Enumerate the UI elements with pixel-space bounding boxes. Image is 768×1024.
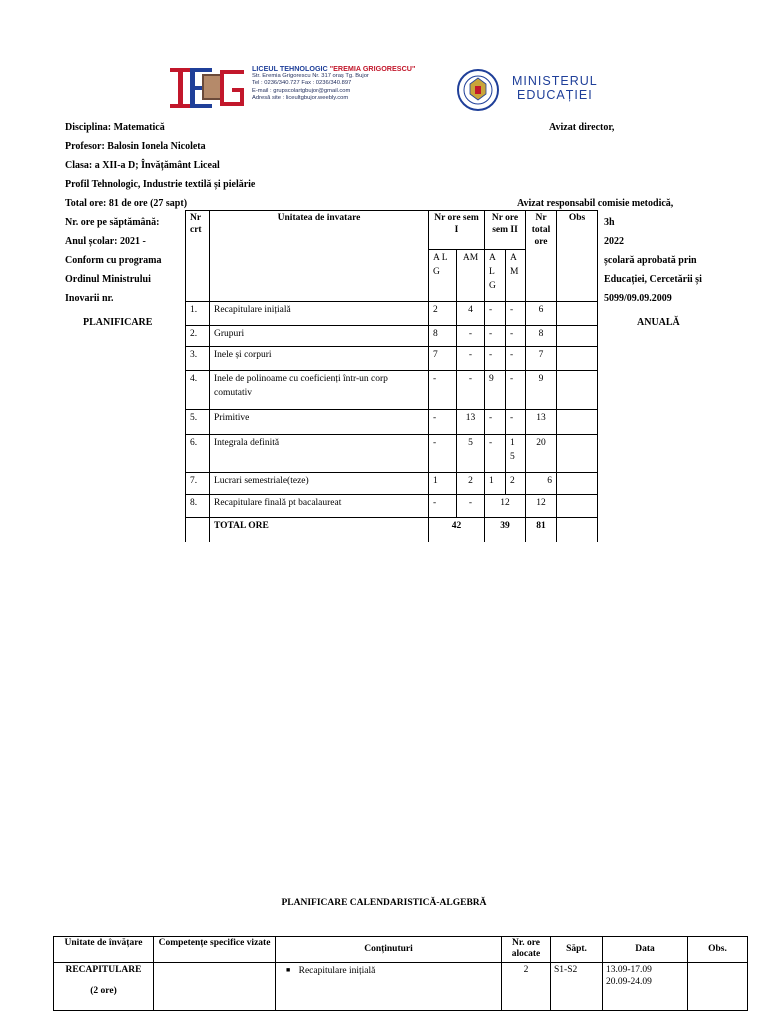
row-alg1: 8	[429, 326, 457, 347]
cal-sapt: S1-S2	[551, 963, 603, 1011]
row-alg2: -	[485, 410, 506, 435]
table-row	[186, 473, 598, 495]
cal-unitate-cell	[54, 963, 154, 1011]
row-nr: 3.	[186, 347, 210, 371]
table-row	[186, 347, 598, 371]
ordin-nr-line: 5099/09.09.2009	[604, 293, 672, 304]
row-total: 6	[526, 473, 557, 495]
nr-ore-sapt-line: Nr. ore pe săptămână:	[65, 217, 160, 228]
row-am1: 4	[457, 302, 485, 326]
school-email: E-mail : grupscolartgbujor@gmail.com	[252, 87, 351, 94]
row-am2: 1 5	[506, 435, 526, 473]
avizat-responsabil: Avizat responsabil comisie metodică,	[517, 198, 674, 209]
row-alg1: 7	[429, 347, 457, 371]
anuala-heading: ANUALĂ	[637, 317, 680, 328]
header-sem1: Nr ore sem I	[429, 211, 485, 250]
row-alg1: -	[429, 371, 457, 410]
row-unit: Lucrari semestriale(teze)	[210, 473, 429, 495]
row-alg1: -	[429, 410, 457, 435]
cal-header-sapt: Săpt.	[551, 937, 603, 963]
educatiei-line: Educației, Cercetării și	[604, 274, 702, 285]
row-am1: 5	[457, 435, 485, 473]
profil-line: Profil Tehnologic, Industrie textilă și pielărie	[65, 179, 256, 190]
row-alg2: -	[485, 326, 506, 347]
an-scolar-line: Anul școlar: 2021 -	[65, 236, 146, 247]
row-am2: -	[506, 302, 526, 326]
total-label: TOTAL ORE	[210, 518, 429, 542]
row-alg1: 1	[429, 473, 457, 495]
row-nr: 1.	[186, 302, 210, 326]
school-phone: Tel : 0236/340.727 Fax : 0236/340.897	[252, 80, 352, 87]
table-row	[54, 963, 748, 1011]
row-alg2: -	[485, 347, 506, 371]
row-am2: -	[506, 347, 526, 371]
cal-obs	[688, 963, 748, 1011]
header-unitatea: Unitatea de invatare	[210, 211, 429, 302]
row-nr: 2.	[186, 326, 210, 347]
row-unit: Primitive	[210, 410, 429, 435]
row-alg2: -	[485, 435, 506, 473]
table-row	[186, 495, 598, 518]
row-obs	[557, 302, 598, 326]
school-name: LICEUL TEHNOLOGIC "EREMIA GRIGORESCU"	[252, 64, 416, 73]
cal-data1: 13.09-17.09	[606, 965, 652, 975]
school-website: Adresă site : liceultgbujor.weebly.com	[252, 95, 349, 102]
scolara-line: școlară aprobată prin	[604, 255, 697, 266]
row-unit: Grupuri	[210, 326, 429, 347]
header-alg-sem1: A L G	[429, 250, 457, 302]
header-sem2: Nr ore sem II	[485, 211, 526, 250]
ministry-name: MINISTERUL EDUCAȚIEI	[512, 74, 598, 102]
row-unit: Inele de polinoame cu coeficienți într-un corp comutativ	[210, 371, 429, 410]
row-am1: 2	[457, 473, 485, 495]
cal-header-unitate: Unitate de învățare	[54, 937, 154, 963]
row-total: 6	[526, 302, 557, 326]
row-am2: 2	[506, 473, 526, 495]
cal-header-nr-ore: Nr. ore alocate	[502, 937, 551, 963]
cal-header-continuturi: Conținuturi	[276, 937, 502, 963]
row-alg1: -	[429, 435, 457, 473]
row-am1: -	[457, 326, 485, 347]
total-obs	[557, 518, 598, 542]
conform-line: Conform cu programa	[65, 255, 162, 266]
table-row	[186, 435, 598, 473]
bullet-icon: ■	[286, 966, 291, 974]
row-total: 12	[526, 495, 557, 518]
profesor-line: Profesor: Balosin Ionela Nicoleta	[65, 141, 206, 152]
cal-continut: Recapitulare inițială	[298, 966, 376, 976]
row-obs	[557, 410, 598, 435]
row-obs	[557, 371, 598, 410]
cal-data-cell	[603, 963, 688, 1011]
table-row	[186, 302, 598, 326]
avizat-director: Avizat director,	[549, 122, 615, 133]
row-nr: 5.	[186, 410, 210, 435]
disciplina-line: Disciplina: Matematică	[65, 122, 165, 133]
row-alg1: -	[429, 495, 457, 518]
cal-competente	[154, 963, 276, 1011]
header-total: Nr total ore	[526, 211, 557, 302]
row-am2: -	[506, 410, 526, 435]
row-am1: -	[457, 495, 485, 518]
row-total: 9	[526, 371, 557, 410]
annual-plan-table	[185, 210, 598, 542]
row-obs	[557, 326, 598, 347]
table-row	[186, 410, 598, 435]
cal-unitate: RECAPITULARE	[65, 965, 142, 975]
row-alg2: 1	[485, 473, 506, 495]
table-row	[186, 326, 598, 347]
row-am2: -	[506, 371, 526, 410]
total-row-nr	[186, 518, 210, 542]
header-obs: Obs	[557, 211, 598, 302]
total-ore-line: Total ore: 81 de ore (27 sapt)	[65, 198, 188, 209]
cal-header-competente: Competențe specifice vizate	[154, 937, 276, 963]
row-total: 20	[526, 435, 557, 473]
row-nr: 4.	[186, 371, 210, 410]
row-am1: -	[457, 371, 485, 410]
government-seal-icon	[450, 68, 506, 112]
row-unit: Recapitulare inițială	[210, 302, 429, 326]
row-nr: 6.	[186, 435, 210, 473]
row-obs	[557, 473, 598, 495]
ordinul-line: Ordinul Ministrului	[65, 274, 151, 285]
row-obs	[557, 347, 598, 371]
row-obs	[557, 495, 598, 518]
planificare-heading: PLANIFICARE	[83, 317, 153, 328]
row-unit: Recapitulare finală pt bacalaureat	[210, 495, 429, 518]
row-total: 8	[526, 326, 557, 347]
clasa-line: Clasa: a XII-a D; Învățământ Liceal	[65, 160, 220, 171]
table-row	[186, 371, 598, 410]
row-total: 13	[526, 410, 557, 435]
cal-header-obs: Obs.	[688, 937, 748, 963]
row-alg2: 9	[485, 371, 506, 410]
header-banner	[168, 60, 656, 118]
row-total: 7	[526, 347, 557, 371]
header-nr-crt: Nr crt	[186, 211, 210, 302]
total-sem2: 39	[485, 518, 526, 542]
row-unit: Inele și corpuri	[210, 347, 429, 371]
row-alg1: 2	[429, 302, 457, 326]
row-am1: 13	[457, 410, 485, 435]
row-obs	[557, 435, 598, 473]
row-alg2: -	[485, 302, 506, 326]
row-am2: -	[506, 326, 526, 347]
header-am-sem2: A M	[506, 250, 526, 302]
total-total: 81	[526, 518, 557, 542]
total-sem1: 42	[429, 518, 485, 542]
row-am1: -	[457, 347, 485, 371]
header-alg-sem2: A L G	[485, 250, 506, 302]
school-address: Str. Eremia Grigorescu Nr. 317 oraș Tg. Bujor	[252, 73, 369, 79]
ore-3h: 3h	[604, 217, 615, 228]
calendar-title: PLANIFICARE CALENDARISTICĂ-ALGEBRĂ	[281, 898, 487, 908]
cal-header-data: Data	[603, 937, 688, 963]
row-nr: 8.	[186, 495, 210, 518]
total-row	[186, 518, 598, 542]
row-unit: Integrala definită	[210, 435, 429, 473]
row-sem2-merged: 12	[485, 495, 526, 518]
cal-nr-ore: 2	[502, 963, 551, 1011]
cal-data2: 20.09-24.09	[606, 977, 652, 987]
inovarii-line: Inovarii nr.	[65, 293, 114, 304]
calendar-table	[53, 936, 748, 1011]
cal-unitate-ore: (2 ore)	[90, 986, 117, 996]
an-2022: 2022	[604, 236, 624, 247]
cal-continut-cell	[276, 963, 502, 1011]
row-nr: 7.	[186, 473, 210, 495]
school-logo-icon	[168, 62, 250, 114]
header-am-sem1: AM	[457, 250, 485, 302]
